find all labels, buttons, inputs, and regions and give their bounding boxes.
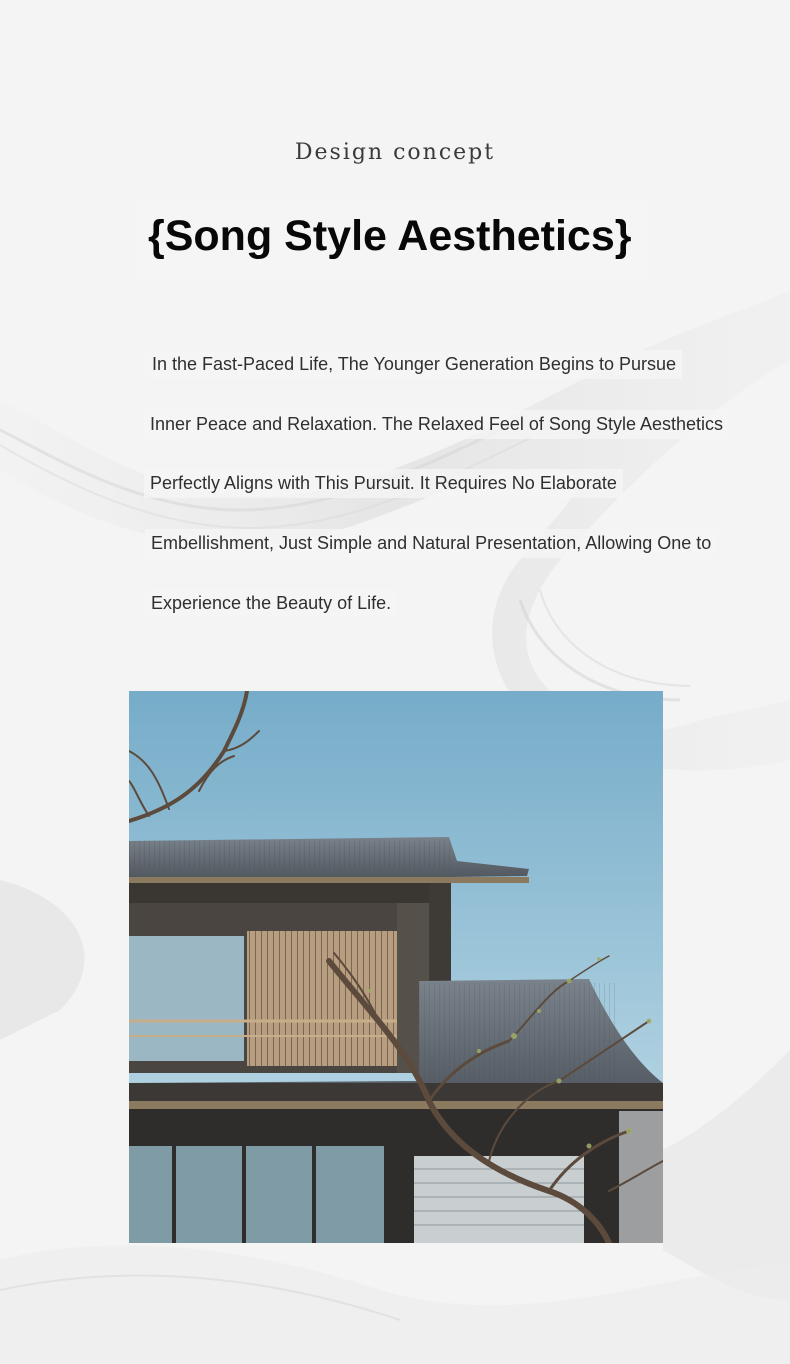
page-title: {Song Style Aesthetics}: [148, 212, 632, 260]
body-text-line: Embellishment, Just Simple and Natural Presentation, Allowing One to: [145, 529, 717, 558]
body-text-line: Perfectly Aligns with This Pursuit. It Requires No Elaborate: [144, 469, 623, 498]
body-text-line: Inner Peace and Relaxation. The Relaxed Feel of Song Style Aesthetics: [144, 410, 729, 439]
body-text-line: In the Fast-Paced Life, The Younger Generation Begins to Pursue: [146, 350, 682, 379]
section-subtitle: Design concept: [294, 140, 496, 165]
house-photo: [129, 691, 663, 1243]
body-text-line: Experience the Beauty of Life.: [145, 589, 397, 618]
